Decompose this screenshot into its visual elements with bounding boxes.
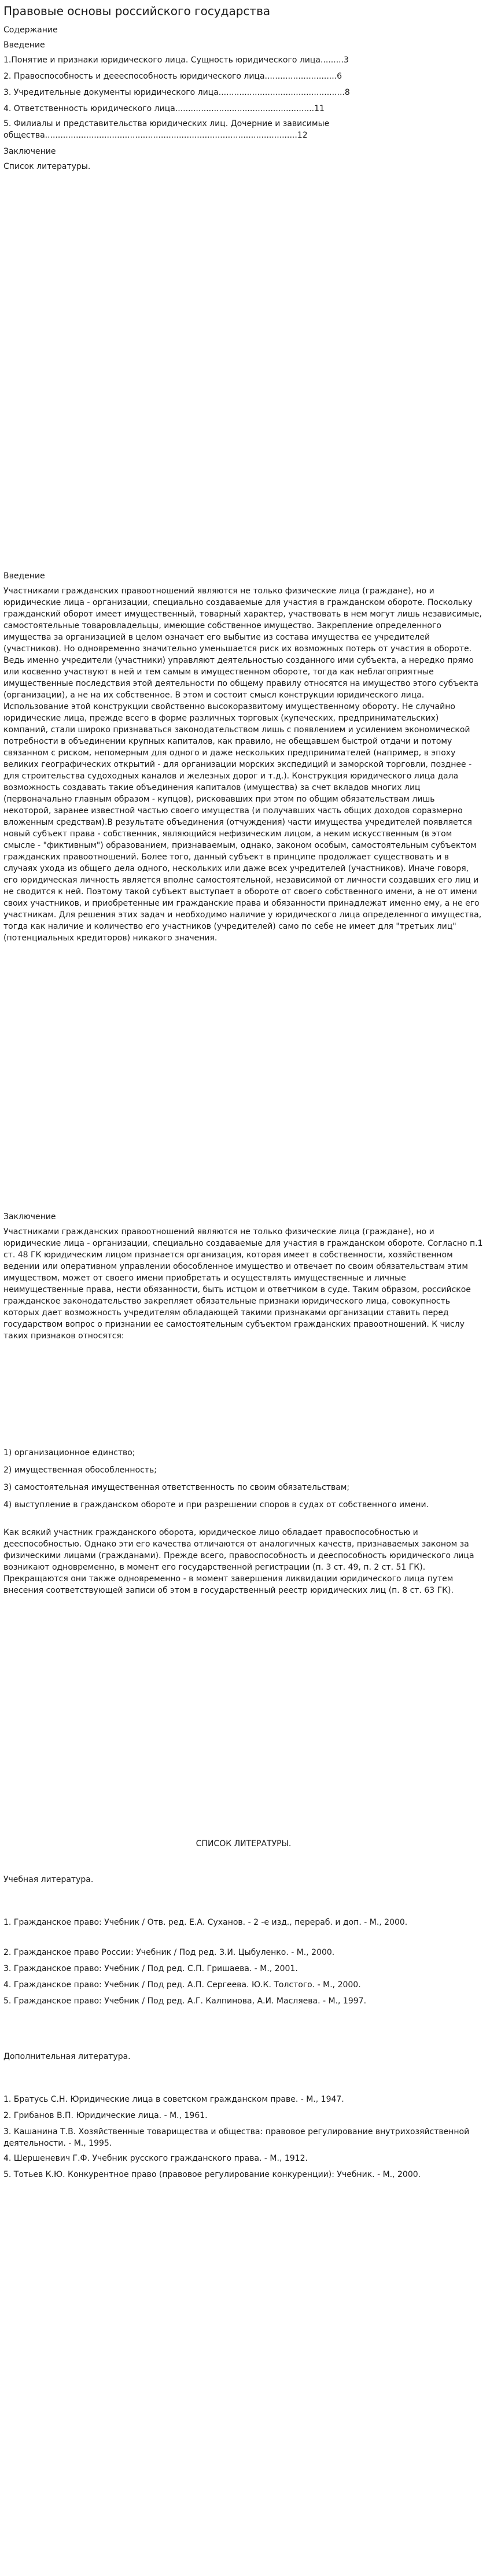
- conclusion-point: 4) выступление в гражданском обороте и при разрешении споров в судах от собственного имени.: [3, 1500, 429, 1510]
- conclusion-point: 3) самостоятельная имущественная ответственность по своим обязательствам;: [3, 1483, 350, 1492]
- toc-item: 5. Филиалы и представительства юридических лиц. Дочерние и зависимые: [3, 119, 330, 128]
- introduction-heading: Введение: [3, 571, 45, 581]
- reference-item: 3. Гражданское право: Учебник / Под ред. С.П. Гришаева. - М., 2001.: [3, 1964, 298, 1973]
- conclusion-point: 2) имущественная обособленность;: [3, 1466, 157, 1475]
- toc-heading: Содержание: [3, 25, 58, 35]
- reference-item: 2. Гражданское право России: Учебник / Под ред. З.И. Цыбуленко. - М., 2000.: [3, 1948, 335, 1957]
- additional-literature-heading: Дополнительная литература.: [3, 2052, 131, 2061]
- toc-item: общества..................................................................................................12: [3, 131, 308, 140]
- reference-item: 5. Тотьев К.Ю. Конкурентное право (правовое регулирование конкуренции): Учебник. - М., 2000.: [3, 2170, 421, 2179]
- reference-item: 3. Кашанина Т.В. Хозяйственные товарищества и общества: правовое регулирование внутрихозяйственной деятельности. - М., 1995.: [3, 2127, 470, 2148]
- reference-item: 4. Гражданское право: Учебник / Под ред. А.П. Сергеева. Ю.К. Толстого. - М., 2000.: [3, 1980, 361, 1990]
- toc-item: 1.Понятие и признаки юридического лица. Сущность юридического лица.........3: [3, 56, 349, 65]
- toc-intro: Введение: [3, 40, 45, 50]
- toc-item: 3. Учредительные документы юридического лица.................................................8: [3, 88, 350, 97]
- bibliography-heading: СПИСОК ЛИТЕРАТУРЫ.: [196, 1839, 292, 1848]
- conclusion-final: Как всякий участник гражданского оборота, юридическое лицо обладает правоспособностью и дееспособностью. Однако эти его качества отличаются от аналогичных качеств, признаваемых законом за физическими лицами (гражданами). Прежде всего, правоспособность и дееспособность юридического лица возникают одновременно, в момент его государственной регистрации (п. 3 ст. 49, п. 2 ст. 51 ГК). Прекращаются они также одновременно - в момент завершения ликвидации юридического лица путем внесения соответствующей записи об этом в государственный реестр юридических лиц (п. 8 ст. 63 ГК).: [3, 1528, 474, 1595]
- introduction-text: Участниками гражданских правоотношений являются не только физические лица (граждане), но и юридические лица - организации, специально создаваемые для участия в гражданском обороте. Поскольку гражданский оборот имеет имущественный, товарный характер, участвовать в нем могут лишь независимые, самостоятельные товаровладельцы, имеющие собственное имущество. Закрепление определенного имущества за организацией в целом означает его выбытие из состава имущества ее учредителей (участников). Но одновременно значительно уменьшается риск их возможных потерь от участия в обороте. Ведь именно учредители (участники) управляют деятельностью созданного ими субъекта, а нередко прямо или косвенно участвуют в ней и тем самым в имущественном обороте, тогда как неблагоприятные имущественные последствия этой деятельности по общему правилу относятся на имущество этого субъекта (организации), а не на их собственное. В этом и состоит смысл конструкции юридического лица. Использование этой конструкции свойственно высокоразвитому имущественному обороту. Не случайно юридические лица, прежде всего в форме различных торговых (купеческих, предпринимательских) компаний, стали широко признаваться законодательством лишь с появлением и усилением экономической потребности в объединении крупных капиталов, как правило, не обещавшем быстрой отдачи и потому связанном с риском, непомерным для одного и даже нескольких предпринимателей (например, в эпоху великих географических открытий - для организации морских экспедиций и заморской торговли, позднее - для строительства судоходных каналов и железных дорог и т.д.). Конструкция юридического лица дала возможность создавать такие объединения капиталов (имущества) за счет вкладов многих лиц (первоначально главным образом - купцов), рисковавших при этом по общим обязательствам лишь некоторой, заранее известной частью своего имущества (и получавших часть общих доходов соразмерно вложенным средствам).В результате объединения (отчуждения) части имущества учредителей появляется новый субъект права - собственник, являющийся нефизическим лицом, а неким искусственным (в этом смысле - "фиктивным") образованием, признаваемым, однако, законом особым, самостоятельным субъектом гражданских правоотношений. Более того, данный субъект в принципе продолжает существовать и в случаях ухода из общего дела одного, нескольких или даже всех учредителей (участников). Иначе говоря, его юридическая личность является вполне самостоятельной, независимой от личности создавших его лиц и не сводится к ней. Поэтому такой субъект выступает в обороте от своего собственного имени, а не от имени своих участников, и приобретенные им гражданские права и обязанности принадлежат именно ему, а не его участникам. Для решения этих задач и необходимо наличие у юридического лица определенного имущества, тогда как наличие и количество его участников (учредителей) само по себе не имеет для "третьих лиц" (потенциальных кредиторов) никакого значения.: [3, 586, 482, 943]
- conclusion-point: 1) организационное единство;: [3, 1448, 135, 1457]
- page-title: Правовые основы российского государства: [3, 4, 271, 18]
- toc-conclusion: Заключение: [3, 147, 56, 156]
- toc-item: 4. Ответственность юридического лица......................................................11: [3, 104, 325, 113]
- reference-item: 1. Гражданское право: Учебник / Отв. ред. Е.А. Суханов. - 2 -е изд., перераб. и доп. - М., 2000.: [3, 1918, 408, 1927]
- educational-literature-heading: Учебная литература.: [3, 1875, 94, 1884]
- conclusion-paragraph: Участниками гражданских правоотношений являются не только физические лица (граждане), но и юридические лица - организации, специально создаваемые для участия в гражданском обороте. Согласно п.1 ст. 48 ГК юридическим лицом признается организация, которая имеет в собственности, хозяйственном ведении или оперативном управлении обособленное имущество и отвечает по своим обязательствам этим имуществом, может от своего имени приобретать и осуществлять имущественные и личные неимущественные права, нести обязанности, быть истцом и ответчиком в суде. Таким образом, российское гражданское законодательство закрепляет обязательные признаки юридического лица, совокупность которых дает возможность учредителям обладающей такими признаками организации ставить перед государством вопрос о признании ее самостоятельным субъектом гражданских правоотношений. К числу таких признаков относятся:: [3, 1227, 483, 1341]
- conclusion-heading: Заключение: [3, 1212, 56, 1221]
- reference-item: 5. Гражданское право: Учебник / Под ред. А.Г. Калпинова, А.И. Масляева. - М., 1997.: [3, 1996, 367, 2006]
- reference-item: 1. Братусь С.Н. Юридические лица в советском гражданском праве. - М., 1947.: [3, 2095, 344, 2104]
- reference-item: 4. Шершеневич Г.Ф. Учебник русского гражданского права. - М., 1912.: [3, 2154, 308, 2163]
- toc-references: Список литературы.: [3, 162, 91, 171]
- toc-item: 2. Правоспособность и деееспособность юридического лица............................6: [3, 72, 342, 81]
- reference-item: 2. Грибанов В.П. Юридические лица. - М., 1961.: [3, 2111, 208, 2120]
